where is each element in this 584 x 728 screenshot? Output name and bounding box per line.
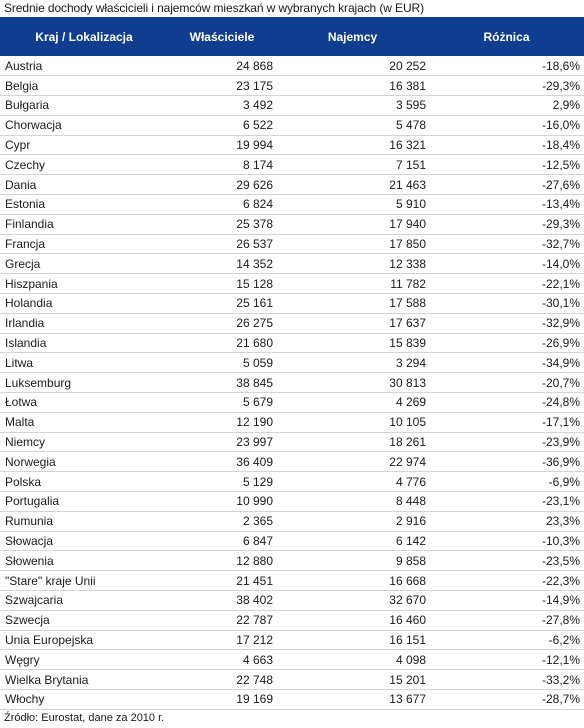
- owners-cell: 6 522: [168, 115, 276, 135]
- tenants-cell: 22 974: [276, 452, 429, 472]
- column-header-owners: Właściciele: [189, 29, 255, 44]
- difference-cell: -17,1%: [429, 412, 584, 432]
- difference-cell: -30,1%: [429, 294, 584, 314]
- income-table: [0, 17, 584, 710]
- difference-cell: -23,1%: [429, 492, 584, 512]
- country-cell: Rumunia: [0, 511, 168, 531]
- country-cell: Finlandia: [0, 214, 168, 234]
- table-row: [0, 214, 584, 234]
- country-cell: Norwegia: [0, 452, 168, 472]
- table-header: [0, 17, 584, 56]
- country-cell: Wielka Brytania: [0, 670, 168, 690]
- table-row: [0, 531, 584, 551]
- owners-cell: 10 990: [168, 492, 276, 512]
- difference-cell: -27,8%: [429, 610, 584, 630]
- tenants-cell: 8 448: [276, 492, 429, 512]
- owners-cell: 22 748: [168, 670, 276, 690]
- tenants-cell: 16 668: [276, 571, 429, 591]
- country-cell: Łotwa: [0, 393, 168, 413]
- table-row: [0, 96, 584, 116]
- owners-cell: 21 451: [168, 571, 276, 591]
- difference-cell: -34,9%: [429, 353, 584, 373]
- owners-cell: 3 492: [168, 96, 276, 116]
- table-row: [0, 690, 584, 710]
- tenants-cell: 17 637: [276, 313, 429, 333]
- tenants-cell: 18 261: [276, 432, 429, 452]
- difference-cell: -14,9%: [429, 591, 584, 611]
- country-cell: Litwa: [0, 353, 168, 373]
- country-cell: Węgry: [0, 650, 168, 670]
- table-body: [0, 56, 584, 709]
- table-row: [0, 76, 584, 96]
- difference-cell: -36,9%: [429, 452, 584, 472]
- table-row: [0, 492, 584, 512]
- table-title: Srednie dochody właścicieli i najemców mieszkań w wybranych krajach (w EUR): [4, 1, 424, 15]
- country-cell: Polska: [0, 472, 168, 492]
- difference-cell: -13,4%: [429, 195, 584, 215]
- country-cell: Włochy: [0, 690, 168, 710]
- difference-cell: -32,7%: [429, 234, 584, 254]
- owners-cell: 29 626: [168, 175, 276, 195]
- owners-cell: 5 679: [168, 393, 276, 413]
- country-cell: Holandia: [0, 294, 168, 314]
- difference-cell: -6,9%: [429, 472, 584, 492]
- table-row: [0, 610, 584, 630]
- difference-cell: -14,0%: [429, 254, 584, 274]
- owners-cell: 15 128: [168, 274, 276, 294]
- tenants-cell: 16 321: [276, 135, 429, 155]
- owners-cell: 21 680: [168, 333, 276, 353]
- owners-cell: 36 409: [168, 452, 276, 472]
- tenants-cell: 21 463: [276, 175, 429, 195]
- table-row: [0, 274, 584, 294]
- tenants-cell: 13 677: [276, 690, 429, 710]
- country-cell: Islandia: [0, 333, 168, 353]
- difference-cell: -6,2%: [429, 630, 584, 650]
- difference-cell: -18,4%: [429, 135, 584, 155]
- country-cell: Estonia: [0, 195, 168, 215]
- owners-cell: 4 663: [168, 650, 276, 670]
- table-row: [0, 650, 584, 670]
- difference-cell: -23,5%: [429, 551, 584, 571]
- country-cell: Cypr: [0, 135, 168, 155]
- tenants-cell: 16 460: [276, 610, 429, 630]
- table-row: [0, 115, 584, 135]
- country-cell: Grecja: [0, 254, 168, 274]
- tenants-cell: 3 294: [276, 353, 429, 373]
- country-cell: "Stare" kraje Unii: [0, 571, 168, 591]
- tenants-cell: 11 782: [276, 274, 429, 294]
- tenants-cell: 20 252: [276, 56, 429, 76]
- tenants-cell: 10 105: [276, 412, 429, 432]
- country-cell: Unia Europejska: [0, 630, 168, 650]
- table-row: [0, 591, 584, 611]
- owners-cell: 12 190: [168, 412, 276, 432]
- country-cell: Hiszpania: [0, 274, 168, 294]
- tenants-cell: 5 910: [276, 195, 429, 215]
- difference-cell: -20,7%: [429, 373, 584, 393]
- tenants-cell: 32 670: [276, 591, 429, 611]
- column-header-country: Kraj / Lokalizacja: [35, 29, 133, 44]
- owners-cell: 5 129: [168, 472, 276, 492]
- owners-cell: 12 880: [168, 551, 276, 571]
- owners-cell: 23 997: [168, 432, 276, 452]
- table-row: [0, 472, 584, 492]
- tenants-cell: 30 813: [276, 373, 429, 393]
- tenants-cell: 4 098: [276, 650, 429, 670]
- owners-cell: 6 847: [168, 531, 276, 551]
- difference-cell: -18,6%: [429, 56, 584, 76]
- tenants-cell: 17 940: [276, 214, 429, 234]
- table-row: [0, 313, 584, 333]
- owners-cell: 5 059: [168, 353, 276, 373]
- tenants-cell: 16 151: [276, 630, 429, 650]
- difference-cell: -26,9%: [429, 333, 584, 353]
- country-cell: Bułgaria: [0, 96, 168, 116]
- country-cell: Szwecja: [0, 610, 168, 630]
- owners-cell: 25 378: [168, 214, 276, 234]
- difference-cell: -27,6%: [429, 175, 584, 195]
- difference-cell: -29,3%: [429, 214, 584, 234]
- table-row: [0, 393, 584, 413]
- owners-cell: 8 174: [168, 155, 276, 175]
- table-row: [0, 432, 584, 452]
- owners-cell: 25 161: [168, 294, 276, 314]
- owners-cell: 17 212: [168, 630, 276, 650]
- difference-cell: 23,3%: [429, 511, 584, 531]
- header-row: [0, 17, 584, 56]
- country-cell: Luksemburg: [0, 373, 168, 393]
- difference-cell: 2,9%: [429, 96, 584, 116]
- difference-cell: -16,0%: [429, 115, 584, 135]
- tenants-cell: 4 776: [276, 472, 429, 492]
- owners-cell: 38 845: [168, 373, 276, 393]
- country-cell: Dania: [0, 175, 168, 195]
- difference-cell: -29,3%: [429, 76, 584, 96]
- table-row: [0, 195, 584, 215]
- country-cell: Austria: [0, 56, 168, 76]
- tenants-cell: 17 588: [276, 294, 429, 314]
- country-cell: Niemcy: [0, 432, 168, 452]
- table-row: [0, 333, 584, 353]
- table-row: [0, 630, 584, 650]
- table-row: [0, 234, 584, 254]
- column-header-difference: Różnica: [483, 29, 530, 44]
- owners-cell: 19 169: [168, 690, 276, 710]
- column-header-tenants: Najemcy: [327, 29, 378, 44]
- difference-cell: -12,1%: [429, 650, 584, 670]
- tenants-cell: 15 201: [276, 670, 429, 690]
- country-cell: Chorwacja: [0, 115, 168, 135]
- tenants-cell: 6 142: [276, 531, 429, 551]
- table-row: [0, 353, 584, 373]
- table-row: [0, 551, 584, 571]
- owners-cell: 19 994: [168, 135, 276, 155]
- table-row: [0, 135, 584, 155]
- table-row: [0, 254, 584, 274]
- table-row: [0, 670, 584, 690]
- tenants-cell: 4 269: [276, 393, 429, 413]
- difference-cell: -28,7%: [429, 690, 584, 710]
- source-note: Źródło: Eurostat, dane za 2010 r.: [4, 711, 165, 724]
- country-cell: Francja: [0, 234, 168, 254]
- tenants-cell: 12 338: [276, 254, 429, 274]
- owners-cell: 23 175: [168, 76, 276, 96]
- country-cell: Czechy: [0, 155, 168, 175]
- owners-cell: 2 365: [168, 511, 276, 531]
- country-cell: Belgia: [0, 76, 168, 96]
- table-row: [0, 373, 584, 393]
- tenants-cell: 17 850: [276, 234, 429, 254]
- tenants-cell: 7 151: [276, 155, 429, 175]
- tenants-cell: 3 595: [276, 96, 429, 116]
- table-row: [0, 511, 584, 531]
- owners-cell: 38 402: [168, 591, 276, 611]
- difference-cell: -32,9%: [429, 313, 584, 333]
- difference-cell: -22,1%: [429, 274, 584, 294]
- tenants-cell: 16 381: [276, 76, 429, 96]
- difference-cell: -23,9%: [429, 432, 584, 452]
- tenants-cell: 2 916: [276, 511, 429, 531]
- owners-cell: 14 352: [168, 254, 276, 274]
- owners-cell: 26 537: [168, 234, 276, 254]
- table-row: [0, 452, 584, 472]
- table-row: [0, 175, 584, 195]
- owners-cell: 26 275: [168, 313, 276, 333]
- table-row: [0, 294, 584, 314]
- difference-cell: -12,5%: [429, 155, 584, 175]
- table-row: [0, 155, 584, 175]
- country-cell: Szwajcaria: [0, 591, 168, 611]
- country-cell: Słowacja: [0, 531, 168, 551]
- country-cell: Portugalia: [0, 492, 168, 512]
- country-cell: Irlandia: [0, 313, 168, 333]
- table-row: [0, 56, 584, 76]
- country-cell: Malta: [0, 412, 168, 432]
- owners-cell: 24 868: [168, 56, 276, 76]
- difference-cell: -10,3%: [429, 531, 584, 551]
- tenants-cell: 9 858: [276, 551, 429, 571]
- tenants-cell: 5 478: [276, 115, 429, 135]
- owners-cell: 22 787: [168, 610, 276, 630]
- difference-cell: -22,3%: [429, 571, 584, 591]
- country-cell: Słowenia: [0, 551, 168, 571]
- owners-cell: 6 824: [168, 195, 276, 215]
- tenants-cell: 15 839: [276, 333, 429, 353]
- table-row: [0, 571, 584, 591]
- table-row: [0, 412, 584, 432]
- difference-cell: -24,8%: [429, 393, 584, 413]
- difference-cell: -33,2%: [429, 670, 584, 690]
